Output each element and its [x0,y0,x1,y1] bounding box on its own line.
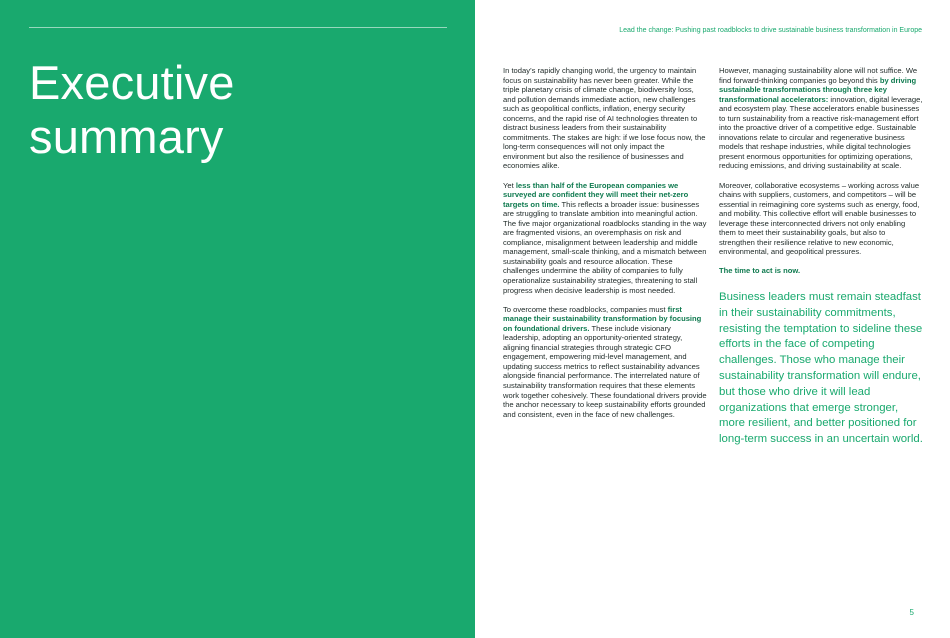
text-run: These include visionary leadership, adopting an opportunity-oriented strategy, aligning financial strategies through strategic CFO engagement, empowering mid-level management, and updating success metrics to reflect sustainability advances alongside financial performance. The interrelated nature of sustainability transformation requires that these elements work together cohesively. These foundational drivers provide the anchor necessary to keep sustainability efforts grounded and consistent, even in the face of new challenges. [503,323,707,419]
paragraph-ecosystems: Moreover, collaborative ecosystems – working across value chains with suppliers, customers, and competitors – will be essential in reimagining core systems such as energy, food, and mobility. This collective effort will enable businesses to leverage these interconnected drivers not only enabling them to meet their sustainability goals, but also to strengthen their resilience relative to new economic, environmental, and geopolitical pressures. [719,180,920,257]
page-number: 5 [909,608,914,617]
text-run: However, managing sustainability alone will not suffice. We find forward-thinking companies go beyond this [719,66,918,85]
highlight-accelerators: by driving sustainable transformations through three key transformational accelerators: [719,75,917,104]
text-column-left [503,66,707,429]
paragraph-accelerators [719,66,923,171]
text-run: Yet [503,180,516,190]
highlight-foundational: first manage their sustainability transformation by focusing on foundational drivers. [503,304,702,333]
running-header: Lead the change: Pushing past roadblocks to drive sustainable business transformation in Europe [619,27,922,34]
title-line-1: Executive [29,56,235,109]
text-run: innovation, digital leverage, and ecosystem play. These accelerators enable businesses to turn sustainability from a reactive risk-management effort into the proactive driver of a competitive edge. Sustainable innovations relate to circular and regenerative business models that reshape industries, while digital technologies present enormous opportunities for optimizing operations, reducing emissions, and driving sustainability at scale. [719,94,923,171]
text-run: This reflects a broader issue: businesses are struggling to translate ambition into meaningful action. The five major organizational roadblocks standing in the way are fragmented visions, an overemphasis on risk and compliance, misalignment between leadership and middle management, small-scale thinking, and a mismatch between sustainability goals and resource allocation. These challenges undermine the ability of companies to fully operationalize sustainability strategies, threatening to stall progress when decisive leadership is most needed. [503,199,707,295]
highlight-net-zero: less than half of the European companies we surveyed are confident they will meet their net-zero targets on time. [503,180,689,209]
call-to-action: The time to act is now. [719,266,801,276]
text-run: To overcome these roadblocks, companies must [503,304,668,314]
pull-quote: Business leaders must remain steadfast in their sustainability commitments, resisting the temptation to sideline these efforts in the face of competing challenges. Those who manage their sustainability transformation will endure, but those who drive it will lead organizations that emerge stronger, more resilient, and better positioned for long-term success in an uncertain world. [719,290,923,446]
paragraph-foundational-drivers [503,305,707,420]
page-title [29,56,235,164]
title-line-2: summary [29,110,224,163]
top-divider [29,27,447,28]
text-column-right [719,66,923,448]
paragraph-urgency: In today’s rapidly changing world, the urgency to maintain focus on sustainability has never been greater. While the triple planetary crisis of climate change, biodiversity loss, and pollution demands immediate action, new challenges such as geopolitical conflicts, inflation, energy security concerns, and the rapid rise of AI technologies threaten to distract business leaders from their sustainability commitments. The stakes are high: if we lose focus now, the long-term consequences will not only impact the environment but also the resilience of businesses and economies alike. [503,66,706,171]
paragraph-roadblocks [503,181,707,296]
